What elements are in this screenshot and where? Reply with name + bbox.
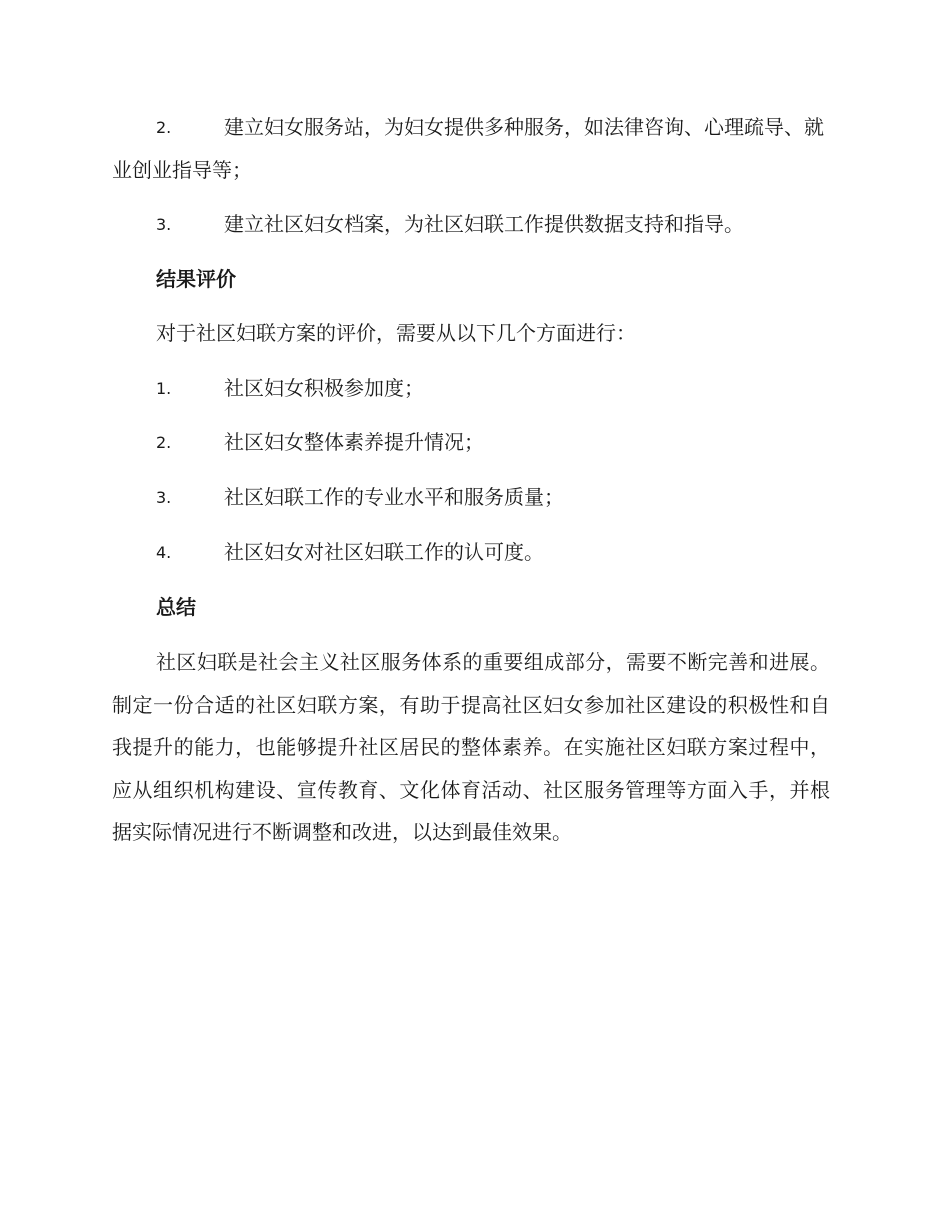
list-number: 4. <box>156 543 172 562</box>
list-text: 建立妇女服务站，为妇女提供多种服务，如法律咨询、心理疏导、就业创业指导等； <box>112 115 824 182</box>
list-number: 1. <box>156 379 172 398</box>
list-number: 3. <box>156 488 172 507</box>
list-text: 建立社区妇女档案，为社区妇联工作提供数据支持和指导。 <box>224 212 744 236</box>
list-text: 社区妇女整体素养提升情况； <box>224 430 484 454</box>
summary-paragraph: 社区妇联是社会主义社区服务体系的重要组成部分，需要不断完善和进展。制定一份合适的社区妇联方案，有助于提高社区妇女参加社区建设的积极性和自我提升的能力，也能够提升社区居民的整体素养。在实施社区妇联方案过程中，应从组织机构建设、宣传教育、文化体育活动、社区服务管理等方面入手，并根据实际情况进行不断调整和改进，以达到最佳效果。 <box>112 650 830 844</box>
list-item <box>112 531 828 574</box>
list-number: 3. <box>156 215 172 234</box>
evaluation-intro: 对于社区妇联方案的评价，需要从以下几个方面进行： <box>156 321 636 345</box>
list-text: 社区妇女积极参加度； <box>224 376 424 400</box>
list-item <box>112 367 828 410</box>
list-item <box>112 106 828 192</box>
list-text: 社区妇女对社区妇联工作的认可度。 <box>224 540 544 564</box>
list-item <box>112 421 828 464</box>
list-number: 2. <box>156 433 172 452</box>
list-item <box>112 476 828 519</box>
list-item <box>112 203 828 246</box>
list-text: 社区妇联工作的专业水平和服务质量； <box>224 485 564 509</box>
section-heading-summary: 总结 <box>156 595 196 619</box>
list-number: 2. <box>156 118 172 137</box>
section-heading-evaluation: 结果评价 <box>156 267 236 291</box>
